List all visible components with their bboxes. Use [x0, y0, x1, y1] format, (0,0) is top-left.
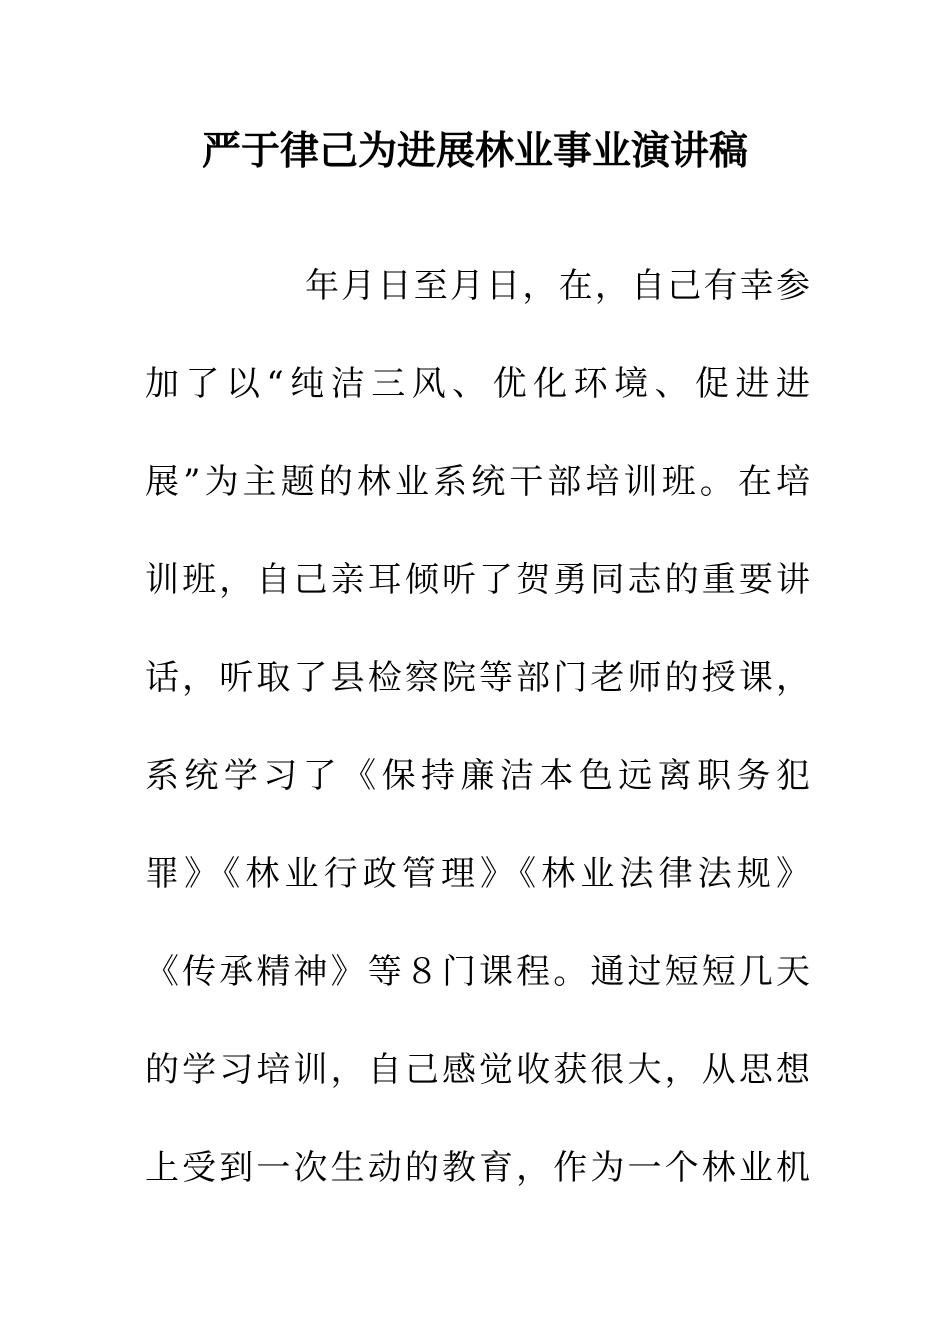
document-body: [145, 262, 810, 1242]
body-line: 的学习培训，自己感觉收获很大，从思想: [145, 1050, 810, 1090]
body-line: 年月日至月日，在，自己有幸参: [305, 266, 810, 306]
body-line: 罪》《林业行政管理》《林业法律法规》: [145, 854, 810, 894]
body-line: 系统学习了《保持廉洁本色远离职务犯: [145, 756, 810, 796]
body-line: 《传承精神》等８门课程。通过短短几天: [145, 952, 810, 992]
body-line: 上受到一次生动的教育，作为一个林业机: [145, 1148, 810, 1188]
body-line: 加了以“纯洁三风、优化环境、促进进: [145, 364, 810, 404]
body-line: 展”为主题的林业系统干部培训班。在培: [145, 462, 810, 502]
body-line: 话，听取了县检察院等部门老师的授课，: [145, 658, 810, 698]
body-line: 训班，自己亲耳倾听了贺勇同志的重要讲: [145, 560, 810, 600]
document-title: 严于律己为进展林业事业演讲稿: [201, 129, 748, 174]
